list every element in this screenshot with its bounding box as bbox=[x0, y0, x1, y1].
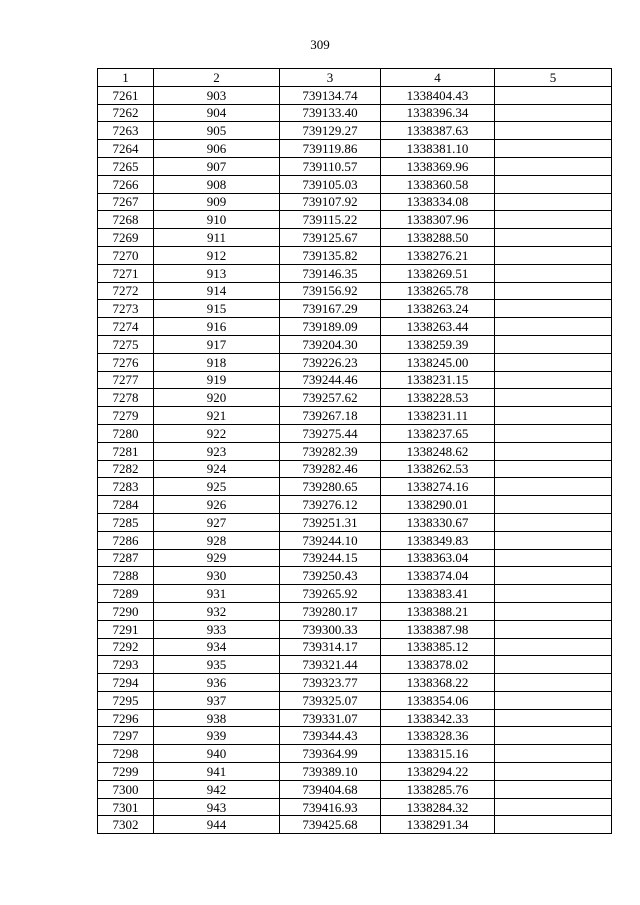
table-cell-col-1: 7292 bbox=[98, 638, 154, 656]
table-row bbox=[98, 496, 612, 514]
table-cell-col-2: 903 bbox=[154, 86, 280, 104]
table-cell-col-4: 1338396.34 bbox=[381, 104, 495, 122]
table-cell-col-4: 1338381.10 bbox=[381, 140, 495, 158]
table-row bbox=[98, 620, 612, 638]
table-cell-col-2: 928 bbox=[154, 531, 280, 549]
table-cell-col-5 bbox=[495, 620, 612, 638]
table-cell-col-5 bbox=[495, 300, 612, 318]
table-cell-col-4: 1338263.24 bbox=[381, 300, 495, 318]
table-row bbox=[98, 478, 612, 496]
table-cell-col-1: 7287 bbox=[98, 549, 154, 567]
table-row bbox=[98, 656, 612, 674]
table-cell-col-3: 739276.12 bbox=[280, 496, 381, 514]
table-cell-col-3: 739244.10 bbox=[280, 531, 381, 549]
coordinates-table bbox=[97, 68, 612, 834]
table-row bbox=[98, 300, 612, 318]
table-cell-col-1: 7282 bbox=[98, 460, 154, 478]
table-cell-col-1: 7261 bbox=[98, 86, 154, 104]
table-cell-col-5 bbox=[495, 531, 612, 549]
table-cell-col-5 bbox=[495, 389, 612, 407]
table-row bbox=[98, 727, 612, 745]
table-cell-col-3: 739189.09 bbox=[280, 318, 381, 336]
table-row bbox=[98, 140, 612, 158]
table-cell-col-4: 1338374.04 bbox=[381, 567, 495, 585]
table-cell-col-3: 739267.18 bbox=[280, 407, 381, 425]
table-cell-col-3: 739325.07 bbox=[280, 691, 381, 709]
table-cell-col-5 bbox=[495, 229, 612, 247]
table-row bbox=[98, 460, 612, 478]
table-cell-col-5 bbox=[495, 264, 612, 282]
table-cell-col-5 bbox=[495, 424, 612, 442]
table-cell-col-3: 739257.62 bbox=[280, 389, 381, 407]
table-cell-col-1: 7293 bbox=[98, 656, 154, 674]
table-cell-col-1: 7294 bbox=[98, 674, 154, 692]
table-cell-col-5 bbox=[495, 745, 612, 763]
table-cell-col-4: 1338262.53 bbox=[381, 460, 495, 478]
table-body bbox=[98, 86, 612, 833]
table-cell-col-5 bbox=[495, 691, 612, 709]
table-cell-col-5 bbox=[495, 140, 612, 158]
table-cell-col-5 bbox=[495, 407, 612, 425]
table-cell-col-2: 932 bbox=[154, 602, 280, 620]
table-cell-col-1: 7272 bbox=[98, 282, 154, 300]
column-header-3: 3 bbox=[280, 69, 381, 87]
table-row bbox=[98, 318, 612, 336]
table-row bbox=[98, 389, 612, 407]
table-cell-col-3: 739416.93 bbox=[280, 798, 381, 816]
column-header-4: 4 bbox=[381, 69, 495, 87]
table-row bbox=[98, 371, 612, 389]
table-row bbox=[98, 763, 612, 781]
table-cell-col-4: 1338231.11 bbox=[381, 407, 495, 425]
table-cell-col-2: 911 bbox=[154, 229, 280, 247]
table-row bbox=[98, 211, 612, 229]
table-cell-col-1: 7300 bbox=[98, 780, 154, 798]
table-cell-col-5 bbox=[495, 460, 612, 478]
table-row bbox=[98, 335, 612, 353]
table-cell-col-2: 908 bbox=[154, 175, 280, 193]
table-cell-col-1: 7299 bbox=[98, 763, 154, 781]
table-cell-col-5 bbox=[495, 86, 612, 104]
table-cell-col-1: 7266 bbox=[98, 175, 154, 193]
table-cell-col-1: 7270 bbox=[98, 246, 154, 264]
table-cell-col-1: 7275 bbox=[98, 335, 154, 353]
table-row bbox=[98, 229, 612, 247]
table-row bbox=[98, 424, 612, 442]
table-cell-col-4: 1338404.43 bbox=[381, 86, 495, 104]
table-cell-col-5 bbox=[495, 513, 612, 531]
table-cell-col-5 bbox=[495, 709, 612, 727]
table-row bbox=[98, 104, 612, 122]
table-cell-col-4: 1338360.58 bbox=[381, 175, 495, 193]
table-cell-col-4: 1338228.53 bbox=[381, 389, 495, 407]
table-cell-col-4: 1338315.16 bbox=[381, 745, 495, 763]
table-cell-col-4: 1338290.01 bbox=[381, 496, 495, 514]
table-cell-col-4: 1338259.39 bbox=[381, 335, 495, 353]
table-cell-col-5 bbox=[495, 318, 612, 336]
table-cell-col-2: 921 bbox=[154, 407, 280, 425]
table-cell-col-2: 919 bbox=[154, 371, 280, 389]
table-cell-col-2: 927 bbox=[154, 513, 280, 531]
table-cell-col-5 bbox=[495, 674, 612, 692]
table-cell-col-2: 931 bbox=[154, 585, 280, 603]
table-cell-col-1: 7298 bbox=[98, 745, 154, 763]
table-cell-col-5 bbox=[495, 371, 612, 389]
table-cell-col-3: 739107.92 bbox=[280, 193, 381, 211]
table-cell-col-1: 7276 bbox=[98, 353, 154, 371]
table-cell-col-1: 7268 bbox=[98, 211, 154, 229]
table-cell-col-4: 1338354.06 bbox=[381, 691, 495, 709]
table-cell-col-4: 1338284.32 bbox=[381, 798, 495, 816]
table-cell-col-1: 7269 bbox=[98, 229, 154, 247]
table-cell-col-2: 920 bbox=[154, 389, 280, 407]
table-row bbox=[98, 585, 612, 603]
table-row bbox=[98, 282, 612, 300]
table-cell-col-3: 739389.10 bbox=[280, 763, 381, 781]
table-cell-col-4: 1338237.65 bbox=[381, 424, 495, 442]
table-cell-col-2: 914 bbox=[154, 282, 280, 300]
table-cell-col-2: 913 bbox=[154, 264, 280, 282]
table-cell-col-2: 907 bbox=[154, 157, 280, 175]
table-row bbox=[98, 674, 612, 692]
table-row bbox=[98, 353, 612, 371]
table-cell-col-3: 739251.31 bbox=[280, 513, 381, 531]
table-cell-col-3: 739133.40 bbox=[280, 104, 381, 122]
table-cell-col-5 bbox=[495, 638, 612, 656]
table-cell-col-4: 1338231.15 bbox=[381, 371, 495, 389]
table-cell-col-4: 1338330.67 bbox=[381, 513, 495, 531]
table-cell-col-5 bbox=[495, 122, 612, 140]
table-cell-col-2: 916 bbox=[154, 318, 280, 336]
table-cell-col-1: 7271 bbox=[98, 264, 154, 282]
table-row bbox=[98, 798, 612, 816]
table-cell-col-4: 1338349.83 bbox=[381, 531, 495, 549]
table-cell-col-1: 7290 bbox=[98, 602, 154, 620]
table-row bbox=[98, 709, 612, 727]
table-cell-col-1: 7265 bbox=[98, 157, 154, 175]
table-cell-col-4: 1338263.44 bbox=[381, 318, 495, 336]
table-cell-col-3: 739321.44 bbox=[280, 656, 381, 674]
table-row bbox=[98, 816, 612, 834]
table-row bbox=[98, 602, 612, 620]
table-cell-col-2: 922 bbox=[154, 424, 280, 442]
table-cell-col-3: 739156.92 bbox=[280, 282, 381, 300]
table-cell-col-4: 1338334.08 bbox=[381, 193, 495, 211]
table-cell-col-1: 7302 bbox=[98, 816, 154, 834]
table-cell-col-3: 739167.29 bbox=[280, 300, 381, 318]
table-cell-col-3: 739110.57 bbox=[280, 157, 381, 175]
table-cell-col-2: 935 bbox=[154, 656, 280, 674]
table-cell-col-4: 1338363.04 bbox=[381, 549, 495, 567]
table-cell-col-5 bbox=[495, 175, 612, 193]
table-cell-col-3: 739146.35 bbox=[280, 264, 381, 282]
table-cell-col-5 bbox=[495, 246, 612, 264]
table-cell-col-5 bbox=[495, 442, 612, 460]
table-cell-col-2: 924 bbox=[154, 460, 280, 478]
table-cell-col-4: 1338245.00 bbox=[381, 353, 495, 371]
table-cell-col-5 bbox=[495, 104, 612, 122]
table-cell-col-5 bbox=[495, 157, 612, 175]
table-cell-col-1: 7281 bbox=[98, 442, 154, 460]
column-header-1: 1 bbox=[98, 69, 154, 87]
table-cell-col-5 bbox=[495, 763, 612, 781]
table-cell-col-3: 739344.43 bbox=[280, 727, 381, 745]
table-cell-col-3: 739125.67 bbox=[280, 229, 381, 247]
table-row bbox=[98, 549, 612, 567]
table-cell-col-2: 929 bbox=[154, 549, 280, 567]
table-cell-col-5 bbox=[495, 602, 612, 620]
table-cell-col-5 bbox=[495, 816, 612, 834]
table-cell-col-5 bbox=[495, 727, 612, 745]
table-cell-col-4: 1338265.78 bbox=[381, 282, 495, 300]
table-cell-col-5 bbox=[495, 549, 612, 567]
table-cell-col-3: 739275.44 bbox=[280, 424, 381, 442]
table-cell-col-1: 7267 bbox=[98, 193, 154, 211]
table-cell-col-3: 739300.33 bbox=[280, 620, 381, 638]
table-cell-col-2: 940 bbox=[154, 745, 280, 763]
table-row bbox=[98, 264, 612, 282]
table-cell-col-1: 7286 bbox=[98, 531, 154, 549]
table-cell-col-3: 739265.92 bbox=[280, 585, 381, 603]
table-cell-col-4: 1338385.12 bbox=[381, 638, 495, 656]
table-cell-col-1: 7283 bbox=[98, 478, 154, 496]
table-row bbox=[98, 86, 612, 104]
table-cell-col-4: 1338368.22 bbox=[381, 674, 495, 692]
table-cell-col-3: 739250.43 bbox=[280, 567, 381, 585]
table-cell-col-3: 739404.68 bbox=[280, 780, 381, 798]
table-cell-col-1: 7291 bbox=[98, 620, 154, 638]
table-cell-col-1: 7288 bbox=[98, 567, 154, 585]
table-cell-col-3: 739204.30 bbox=[280, 335, 381, 353]
table-cell-col-4: 1338276.21 bbox=[381, 246, 495, 264]
table-cell-col-2: 910 bbox=[154, 211, 280, 229]
table-row bbox=[98, 567, 612, 585]
table-cell-col-1: 7277 bbox=[98, 371, 154, 389]
table-cell-col-2: 934 bbox=[154, 638, 280, 656]
table-cell-col-2: 930 bbox=[154, 567, 280, 585]
table-cell-col-1: 7295 bbox=[98, 691, 154, 709]
table-row bbox=[98, 780, 612, 798]
table-cell-col-1: 7273 bbox=[98, 300, 154, 318]
table-cell-col-2: 918 bbox=[154, 353, 280, 371]
table-cell-col-4: 1338369.96 bbox=[381, 157, 495, 175]
table-cell-col-3: 739364.99 bbox=[280, 745, 381, 763]
table-cell-col-3: 739280.65 bbox=[280, 478, 381, 496]
table-cell-col-2: 906 bbox=[154, 140, 280, 158]
table-cell-col-2: 905 bbox=[154, 122, 280, 140]
table-cell-col-3: 739282.39 bbox=[280, 442, 381, 460]
table-cell-col-4: 1338388.21 bbox=[381, 602, 495, 620]
table-cell-col-3: 739119.86 bbox=[280, 140, 381, 158]
table-row bbox=[98, 745, 612, 763]
table-cell-col-3: 739115.22 bbox=[280, 211, 381, 229]
table-cell-col-5 bbox=[495, 478, 612, 496]
table-row bbox=[98, 513, 612, 531]
table-cell-col-2: 926 bbox=[154, 496, 280, 514]
table-row bbox=[98, 407, 612, 425]
table-cell-col-5 bbox=[495, 353, 612, 371]
column-header-2: 2 bbox=[154, 69, 280, 87]
table-cell-col-2: 944 bbox=[154, 816, 280, 834]
table-row bbox=[98, 442, 612, 460]
table-cell-col-3: 739134.74 bbox=[280, 86, 381, 104]
table-cell-col-1: 7278 bbox=[98, 389, 154, 407]
table-cell-col-2: 923 bbox=[154, 442, 280, 460]
table-cell-col-4: 1338342.33 bbox=[381, 709, 495, 727]
table-cell-col-1: 7289 bbox=[98, 585, 154, 603]
table-cell-col-4: 1338269.51 bbox=[381, 264, 495, 282]
table-cell-col-2: 912 bbox=[154, 246, 280, 264]
table-cell-col-2: 938 bbox=[154, 709, 280, 727]
table-cell-col-1: 7285 bbox=[98, 513, 154, 531]
table-cell-col-4: 1338307.96 bbox=[381, 211, 495, 229]
table-cell-col-1: 7274 bbox=[98, 318, 154, 336]
table-cell-col-3: 739323.77 bbox=[280, 674, 381, 692]
table-cell-col-2: 936 bbox=[154, 674, 280, 692]
table-cell-col-3: 739105.03 bbox=[280, 175, 381, 193]
table-header-row bbox=[98, 69, 612, 87]
table-cell-col-1: 7279 bbox=[98, 407, 154, 425]
page-number: 309 bbox=[310, 37, 330, 52]
table-cell-col-4: 1338248.62 bbox=[381, 442, 495, 460]
table-cell-col-2: 917 bbox=[154, 335, 280, 353]
table-cell-col-1: 7280 bbox=[98, 424, 154, 442]
table-cell-col-3: 739280.17 bbox=[280, 602, 381, 620]
table-cell-col-5 bbox=[495, 798, 612, 816]
table-cell-col-1: 7264 bbox=[98, 140, 154, 158]
table-cell-col-2: 904 bbox=[154, 104, 280, 122]
table-cell-col-4: 1338285.76 bbox=[381, 780, 495, 798]
table-cell-col-4: 1338387.63 bbox=[381, 122, 495, 140]
table-cell-col-2: 909 bbox=[154, 193, 280, 211]
table-cell-col-5 bbox=[495, 780, 612, 798]
table-cell-col-2: 937 bbox=[154, 691, 280, 709]
table-cell-col-5 bbox=[495, 567, 612, 585]
table-cell-col-2: 915 bbox=[154, 300, 280, 318]
table-row bbox=[98, 122, 612, 140]
table-cell-col-2: 942 bbox=[154, 780, 280, 798]
table-cell-col-3: 739244.46 bbox=[280, 371, 381, 389]
table-cell-col-2: 941 bbox=[154, 763, 280, 781]
table-cell-col-4: 1338294.22 bbox=[381, 763, 495, 781]
table-cell-col-4: 1338387.98 bbox=[381, 620, 495, 638]
table-cell-col-4: 1338288.50 bbox=[381, 229, 495, 247]
table-cell-col-1: 7284 bbox=[98, 496, 154, 514]
table-cell-col-1: 7296 bbox=[98, 709, 154, 727]
table-cell-col-1: 7263 bbox=[98, 122, 154, 140]
table-cell-col-3: 739135.82 bbox=[280, 246, 381, 264]
table-cell-col-4: 1338383.41 bbox=[381, 585, 495, 603]
table-row bbox=[98, 175, 612, 193]
table-row bbox=[98, 638, 612, 656]
table-cell-col-5 bbox=[495, 211, 612, 229]
table-cell-col-4: 1338328.36 bbox=[381, 727, 495, 745]
table-cell-col-2: 925 bbox=[154, 478, 280, 496]
table-row bbox=[98, 691, 612, 709]
table-row bbox=[98, 157, 612, 175]
table-cell-col-4: 1338378.02 bbox=[381, 656, 495, 674]
column-header-5: 5 bbox=[495, 69, 612, 87]
table-row bbox=[98, 531, 612, 549]
table-row bbox=[98, 246, 612, 264]
table-cell-col-2: 943 bbox=[154, 798, 280, 816]
table-cell-col-3: 739314.17 bbox=[280, 638, 381, 656]
table-cell-col-5 bbox=[495, 585, 612, 603]
table-cell-col-5 bbox=[495, 335, 612, 353]
table-cell-col-2: 933 bbox=[154, 620, 280, 638]
table-cell-col-2: 939 bbox=[154, 727, 280, 745]
table-cell-col-3: 739331.07 bbox=[280, 709, 381, 727]
table-cell-col-5 bbox=[495, 656, 612, 674]
table-cell-col-1: 7297 bbox=[98, 727, 154, 745]
table-cell-col-5 bbox=[495, 193, 612, 211]
table-cell-col-3: 739244.15 bbox=[280, 549, 381, 567]
table-cell-col-5 bbox=[495, 282, 612, 300]
table-cell-col-1: 7301 bbox=[98, 798, 154, 816]
table-cell-col-4: 1338274.16 bbox=[381, 478, 495, 496]
table-cell-col-3: 739129.27 bbox=[280, 122, 381, 140]
table-cell-col-3: 739226.23 bbox=[280, 353, 381, 371]
table-cell-col-3: 739425.68 bbox=[280, 816, 381, 834]
table-row bbox=[98, 193, 612, 211]
table-cell-col-3: 739282.46 bbox=[280, 460, 381, 478]
table-cell-col-5 bbox=[495, 496, 612, 514]
table-cell-col-4: 1338291.34 bbox=[381, 816, 495, 834]
table-cell-col-1: 7262 bbox=[98, 104, 154, 122]
